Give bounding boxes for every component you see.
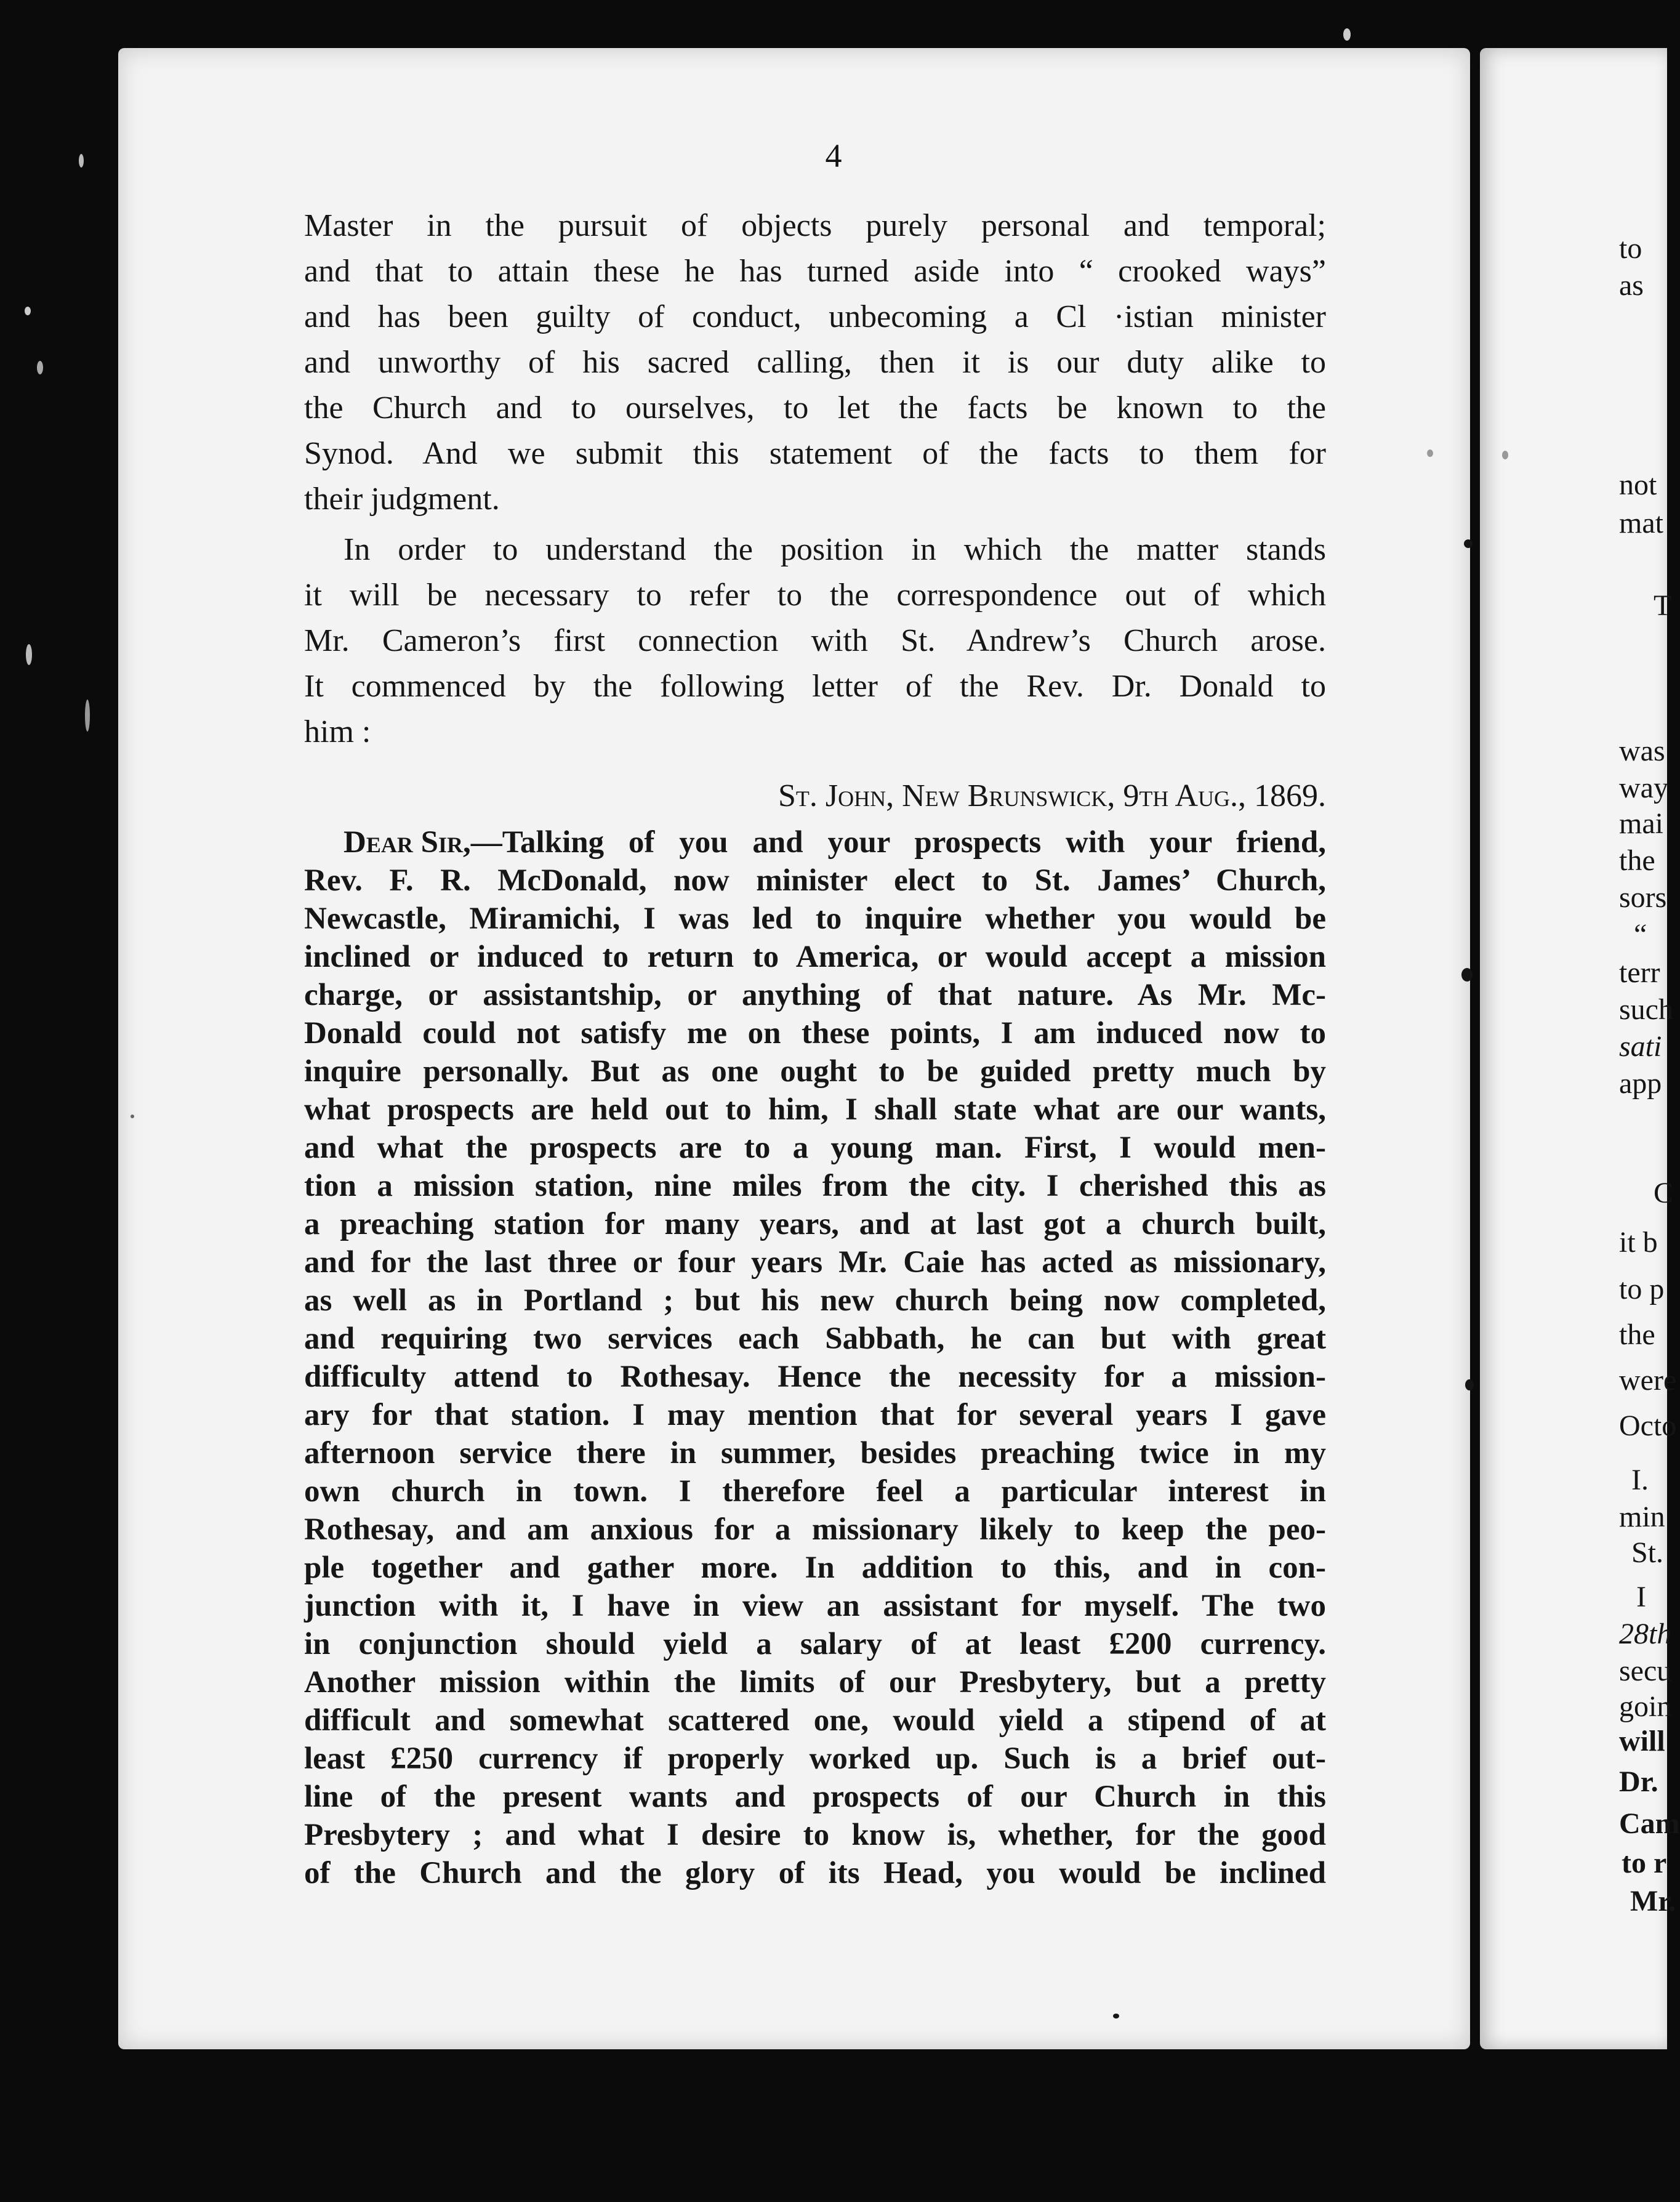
text-line: a preaching station for many years, and at last got a church built,	[304, 1207, 1326, 1241]
facing-fragment: Octo	[1619, 1410, 1677, 1442]
page-number: 4	[825, 137, 842, 174]
letter-salutation: Dear Sir,	[344, 825, 471, 860]
text-line: and for the last three or four years Mr. Caie has acted as missionary,	[304, 1245, 1326, 1280]
text-line: difficulty attend to Rothesay. Hence the necessity for a mission-	[304, 1360, 1326, 1394]
facing-fragment: T	[1654, 589, 1672, 622]
text-line: charge, or assistantship, or anything of that nature. As Mr. Mc-	[304, 978, 1326, 1012]
text-line: tion a mission station, nine miles from the city. I cherished this as	[304, 1169, 1326, 1203]
scan-speck	[37, 361, 43, 374]
text-line: It commenced by the following letter of the Rev. Dr. Donald to	[304, 669, 1326, 704]
text-line: Synod. And we submit this statement of the facts to them for	[304, 436, 1326, 471]
facing-fragment: to p	[1619, 1273, 1665, 1305]
facing-fragment: sati	[1619, 1030, 1662, 1063]
scan-speck	[26, 644, 32, 665]
facing-fragment: C	[1654, 1177, 1674, 1209]
scan-speck	[85, 700, 90, 732]
facing-fragment: sors	[1619, 881, 1667, 914]
text-line: and unworthy of his sacred calling, then it is our duty alike to	[304, 345, 1326, 380]
facing-fragment: as	[1619, 269, 1644, 302]
facing-fragment: were	[1619, 1364, 1677, 1397]
text-line: and that to attain these he has turned aside into “ crooked ways”	[304, 254, 1326, 289]
facing-fragment: “	[1634, 918, 1647, 951]
facing-fragment: Cam	[1619, 1807, 1680, 1840]
facing-fragment: St.	[1631, 1536, 1664, 1569]
text-line: difficult and somewhat scattered one, would yield a stipend of at	[304, 1703, 1326, 1738]
letter-dateline: St. John, New Brunswick, 9th Aug., 1869.	[778, 778, 1326, 813]
facing-fragment: 28th	[1619, 1618, 1672, 1650]
scan-speck	[1343, 28, 1351, 41]
facing-fragment: to	[1619, 232, 1642, 265]
facing-fragment: was	[1619, 735, 1665, 767]
scan-speck	[1427, 450, 1433, 457]
facing-fragment: mat	[1619, 507, 1663, 539]
facing-fragment: I	[1636, 1581, 1646, 1613]
text-line: of the Church and the glory of its Head, you would be inclined	[304, 1856, 1326, 1890]
text-line: it will be necessary to refer to the correspondence out of which	[304, 578, 1326, 613]
facing-fragment: I.	[1631, 1464, 1649, 1496]
facing-fragment: the	[1619, 1318, 1655, 1351]
scan-speck	[79, 154, 84, 167]
facing-fragment: terr	[1619, 956, 1660, 989]
text-line: Rothesay, and am anxious for a missionary likely to keep the peo-	[304, 1512, 1326, 1547]
text-line: and requiring two services each Sabbath, he can but with great	[304, 1321, 1326, 1356]
text-line: and has been guilty of conduct, unbecoming a Cl ·istian minister	[304, 299, 1326, 334]
facing-fragment: min	[1619, 1501, 1665, 1533]
facing-fragment: to r	[1622, 1847, 1667, 1879]
text-line: Donald could not satisfy me on these points, I am induced now to	[304, 1016, 1326, 1051]
binding-mark	[1464, 539, 1473, 548]
binding-mark	[1465, 1379, 1474, 1390]
text-line: ple together and gather more. In addition to this, and in con-	[304, 1551, 1326, 1585]
text-line: junction with it, I have in view an assistant for myself. The two	[304, 1589, 1326, 1623]
text-line: inclined or induced to return to America, or would accept a mission	[304, 940, 1326, 974]
facing-fragment: not	[1619, 469, 1657, 501]
text-line: their judgment.	[304, 482, 500, 517]
text-line: Master in the pursuit of objects purely personal and temporal;	[304, 208, 1326, 243]
text-line: afternoon service there in summer, besides preaching twice in my	[304, 1436, 1326, 1470]
letter-first-line	[344, 823, 1326, 861]
text-line: Rev. F. R. McDonald, now minister elect to St. James’ Church,	[304, 863, 1326, 898]
facing-fragment: the	[1619, 844, 1655, 877]
text-line: Newcastle, Miramichi, I was led to inquire whether you would be	[304, 901, 1326, 936]
text-line: and what the prospects are to a young man. First, I would men-	[304, 1131, 1326, 1165]
binding-mark	[1461, 968, 1473, 982]
scan-speck	[1502, 451, 1508, 459]
text-line: the Church and to ourselves, to let the facts be known to the	[304, 390, 1326, 425]
text-line: in conjunction should yield a salary of at least £200 currency.	[304, 1627, 1326, 1661]
scan-speck	[131, 1115, 134, 1118]
text-line: ary for that station. I may mention that for several years I gave	[304, 1398, 1326, 1432]
facing-fragment: Dr.	[1619, 1765, 1658, 1798]
text-line: Another mission within the limits of our Presbytery, but a pretty	[304, 1665, 1326, 1700]
facing-fragment: way	[1619, 772, 1668, 804]
facing-fragment: will	[1619, 1725, 1665, 1757]
page-gutter	[1470, 43, 1480, 2051]
text-line: line of the present wants and prospects of our Church in this	[304, 1780, 1326, 1814]
text-line: least £250 currency if properly worked up. Such is a brief out-	[304, 1741, 1326, 1776]
text-line: him :	[304, 714, 371, 749]
scan-speck	[25, 307, 31, 315]
text-line: own church in town. I therefore feel a particular interest in	[304, 1474, 1326, 1509]
binding-mark	[1113, 2014, 1119, 2018]
facing-fragment: app	[1619, 1067, 1662, 1100]
text-line: Mr. Cameron’s first connection with St. Andrew’s Church arose.	[304, 623, 1326, 658]
text-line: inquire personally. But as one ought to be guided pretty much by	[304, 1054, 1326, 1089]
facing-fragment: Mr.	[1630, 1885, 1676, 1918]
facing-fragment: mai	[1619, 807, 1663, 840]
facing-fragment: secu	[1619, 1655, 1672, 1687]
text-line: as well as in Portland ; but his new church being now completed,	[304, 1283, 1326, 1318]
text-line: In order to understand the position in which the matter stands	[344, 532, 1326, 567]
text-line: what prospects are held out to him, I shall state what are our wants,	[304, 1092, 1326, 1127]
facing-fragment: it b	[1619, 1226, 1658, 1259]
facing-fragment: such	[1619, 993, 1673, 1026]
facing-fragment: goin	[1619, 1690, 1672, 1723]
text-line: Presbytery ; and what I desire to know is, whether, for the good	[304, 1818, 1326, 1852]
text-line: —Talking of you and your prospects with your friend,	[470, 825, 1326, 860]
